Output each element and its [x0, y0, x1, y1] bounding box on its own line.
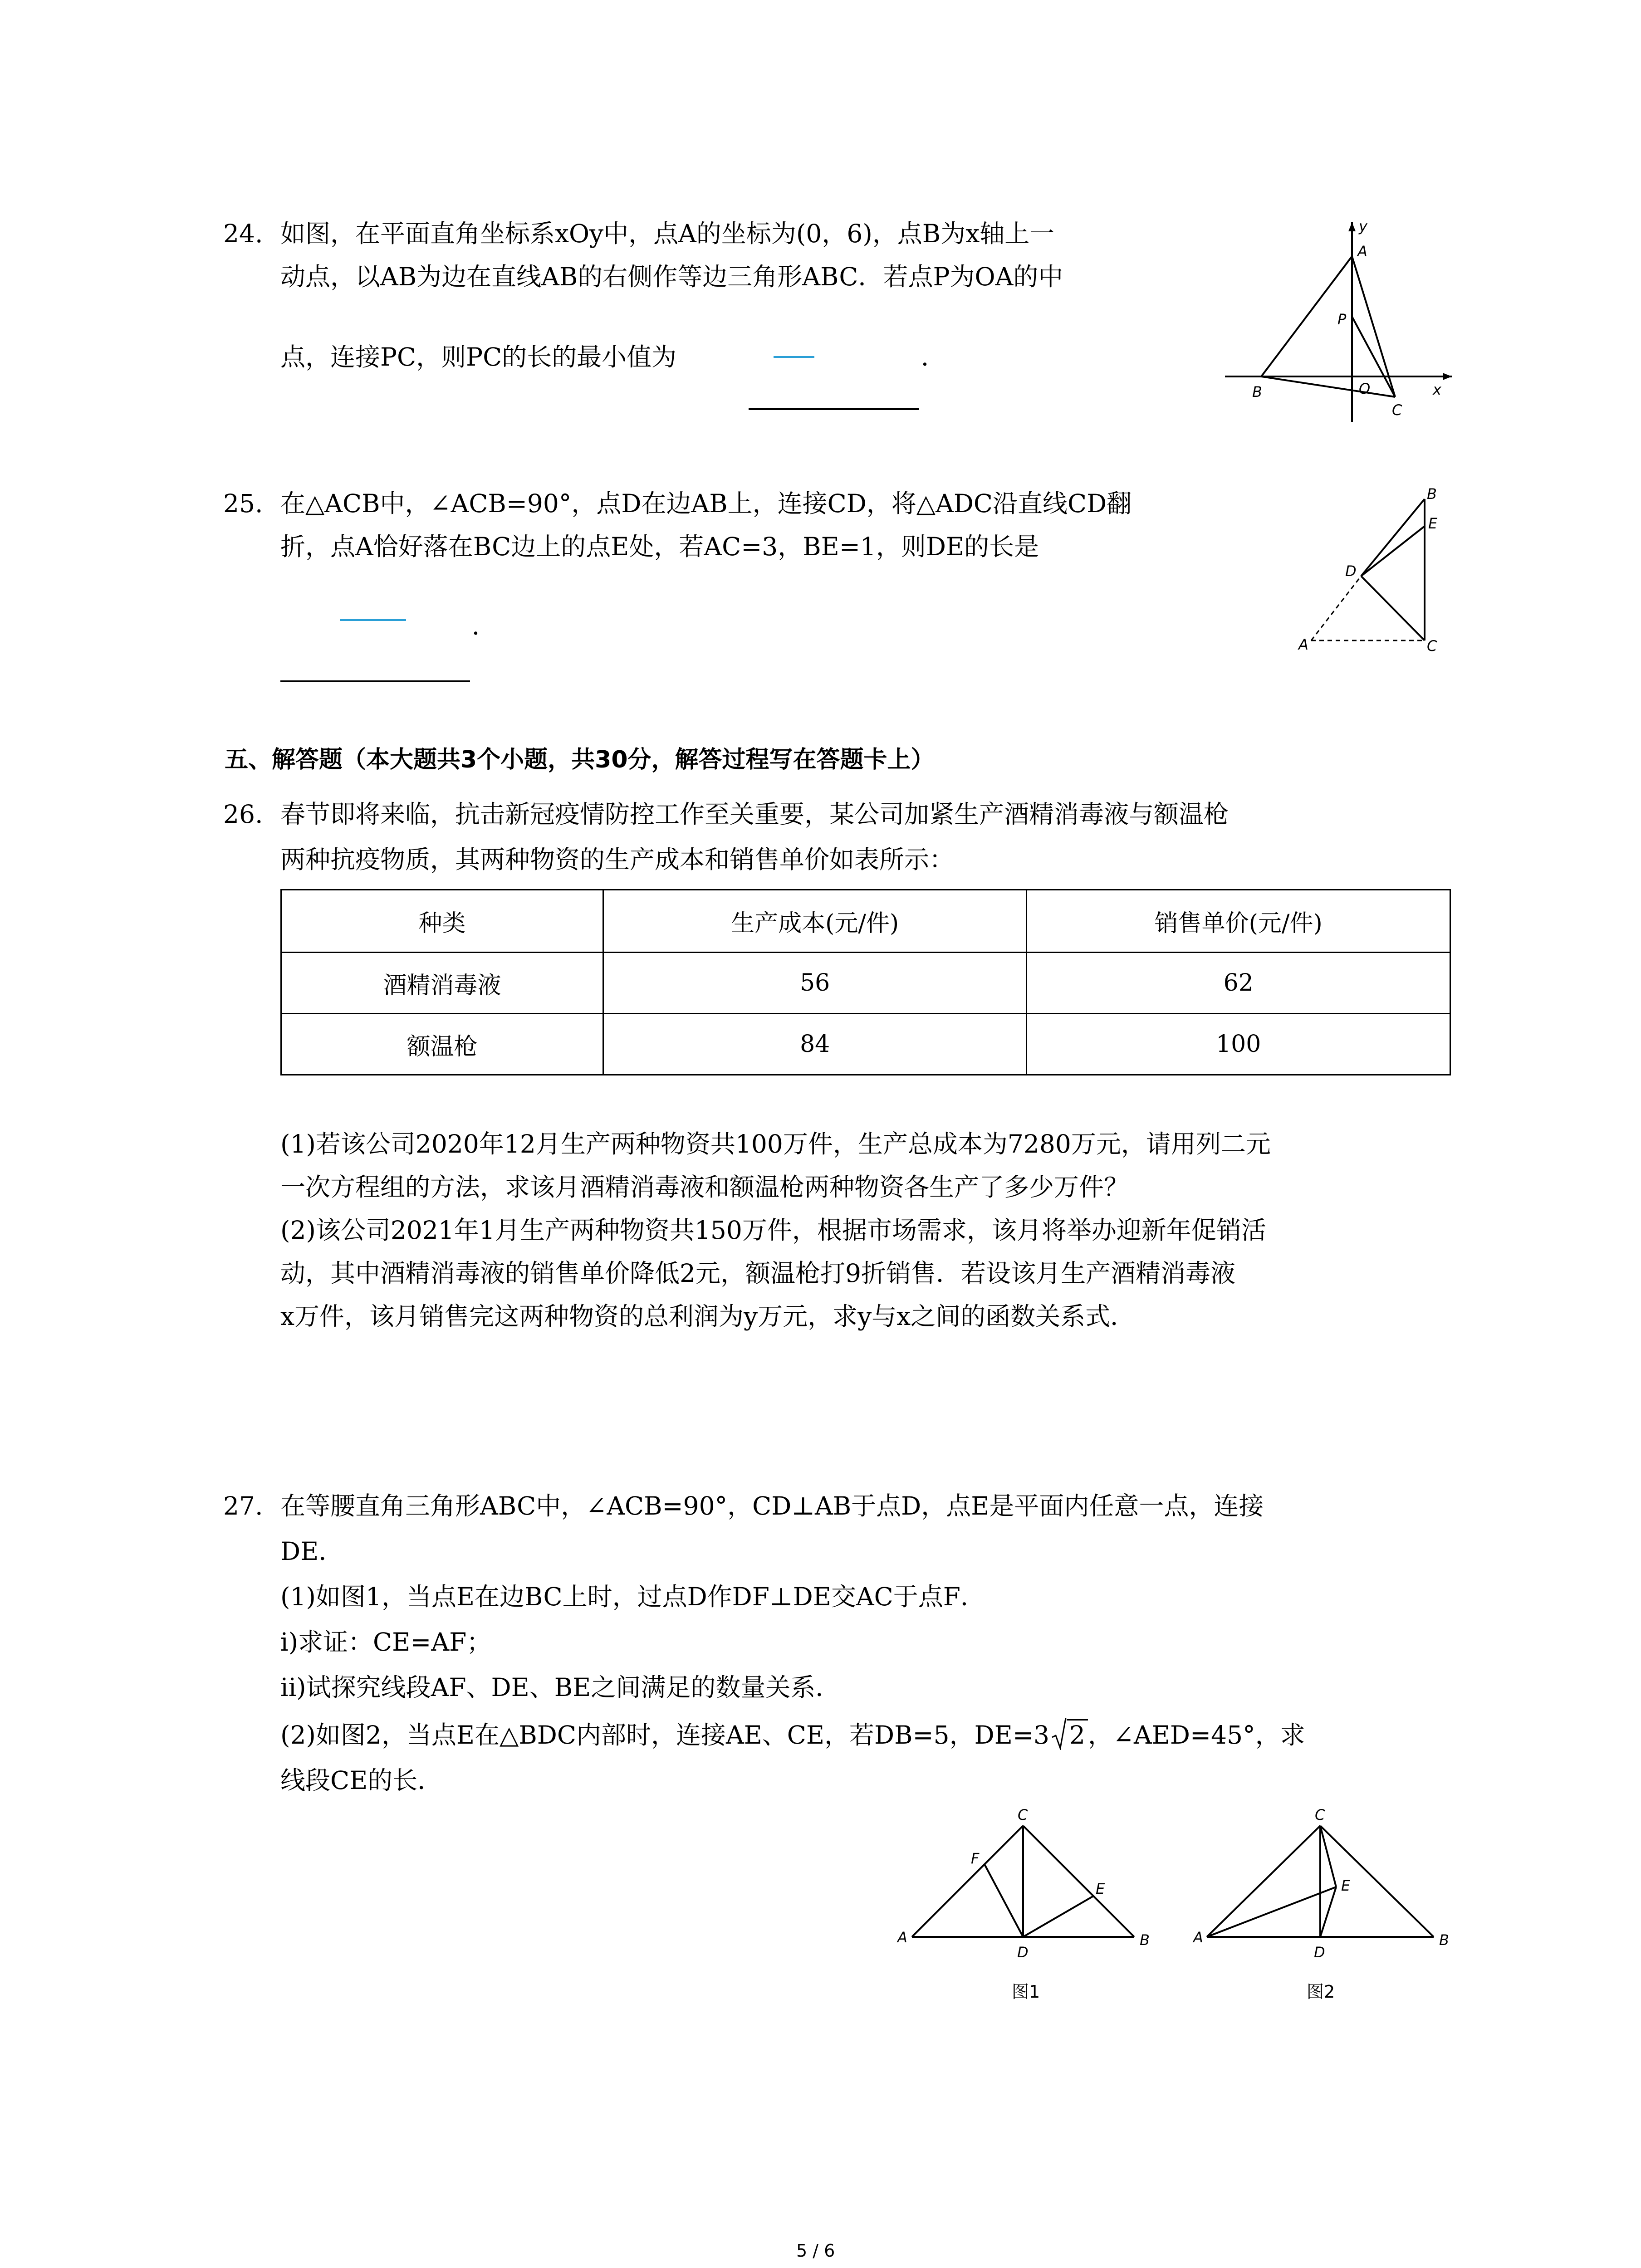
fig2-caption: 图2	[1307, 1982, 1335, 2002]
table-cell: 酒精消毒液	[281, 953, 603, 1014]
table-row	[281, 1014, 1450, 1075]
q25-label-B: B	[1427, 485, 1437, 503]
q27-text-line4: i)求证：CE=AF；	[280, 1628, 492, 1657]
q25-text-line1: 在△ACB中，∠ACB=90°，点D在边AB上，连接CD，将△ADC沿直线CD翻	[280, 489, 1132, 518]
section-5-heading: 五、解答题（本大题共3个小题，共30分，解答过程写在答题卡上）	[225, 746, 935, 773]
q24-number: 24.	[223, 219, 263, 248]
q26-number: 26.	[223, 800, 263, 829]
q26-part2-line1: (2)该公司2021年1月生产两种物资共150万件，根据市场需求，该月将举办迎新年促销活	[280, 1216, 1266, 1245]
q24-label-B: B	[1252, 383, 1262, 401]
q26-text-line2: 两种抗疫物质，其两种物资的生产成本和销售单价如表所示：	[280, 845, 955, 874]
q25-label-C: C	[1427, 637, 1437, 655]
q27-figure-1	[889, 1801, 1171, 1978]
fig1-label-F: F	[971, 1850, 980, 1867]
page-number: 5 / 6	[796, 2241, 835, 2261]
q26-text-line1: 春节即将来临，抗击新冠疫情防控工作至关重要，某公司加紧生产酒精消毒液与额温枪	[280, 800, 1229, 829]
sqrt-sign-icon	[1051, 1716, 1067, 1750]
fig2-label-E: E	[1341, 1877, 1351, 1894]
q27-text-line6	[280, 1719, 1305, 1751]
table-header-row	[281, 890, 1450, 953]
table-row	[281, 953, 1450, 1014]
q24-text-line3: 点，连接PC，则PC的长的最小值为	[280, 342, 677, 371]
q24-figure	[1216, 213, 1461, 426]
q27-number: 27.	[223, 1491, 263, 1520]
q24-text-line2: 动点，以AB为边在直线AB的右侧作等边三角形ABC．若点P为OA的中	[280, 262, 1063, 291]
fig2-label-C: C	[1315, 1806, 1325, 1823]
fig1-label-B: B	[1140, 1931, 1150, 1949]
sqrt-radicand: 2	[1067, 1719, 1088, 1750]
fig2-label-B: B	[1439, 1931, 1449, 1949]
q24-text-line1: 如图，在平面直角坐标系xOy中，点A的坐标为(0，6)，点B为x轴上一	[280, 219, 1055, 248]
q27-text-line5: ii)试探究线段AF、DE、BE之间满足的数量关系．	[280, 1673, 841, 1702]
q24-answer-mark	[774, 356, 814, 358]
q26-part2-line2: 动，其中酒精消毒液的销售单价降低2元，额温枪打9折销售．若设该月生产酒精消毒液	[280, 1259, 1235, 1288]
q26-part2-line3: x万件，该月销售完这两种物资的总利润为y万元，求y与x之间的函数关系式．	[280, 1302, 1136, 1331]
table-cell: 62	[1027, 953, 1450, 1014]
q26-part1-line1: (1)若该公司2020年12月生产两种物资共100万件，生产总成本为7280万元，请用列二元	[280, 1129, 1271, 1158]
table-header: 生产成本(元/件)	[603, 890, 1026, 953]
q24-label-y: y	[1359, 218, 1367, 235]
q24-label-O: O	[1359, 380, 1371, 397]
q24-label-x: x	[1433, 381, 1441, 398]
q25-label-A: A	[1298, 636, 1308, 653]
q26-table	[280, 889, 1451, 1075]
q24-label-P: P	[1337, 311, 1347, 328]
q25-text-line3: ．	[472, 611, 497, 640]
q24-label-C: C	[1392, 401, 1402, 419]
q25-answer-mark	[340, 619, 406, 621]
table-cell: 84	[603, 1014, 1026, 1075]
q27-line6-part1: (2)如图2，当点E在△BDC内部时，连接AE、CE，若DB=5，DE=3	[280, 1721, 1049, 1750]
q25-figure	[1288, 481, 1461, 662]
fig2-label-D: D	[1314, 1944, 1325, 1961]
q25-label-E: E	[1428, 515, 1438, 532]
table-header: 销售单价(元/件)	[1027, 890, 1450, 953]
q25-label-D: D	[1345, 562, 1357, 580]
q27-figure-2	[1180, 1801, 1461, 1978]
q24-answer-blank	[749, 408, 919, 410]
q27-text-line7: 线段CE的长．	[280, 1766, 443, 1795]
sqrt-expression	[1051, 1719, 1088, 1751]
q24-text-line3-end: ．	[921, 342, 946, 371]
q26-part1-line2: 一次方程组的方法，求该月酒精消毒液和额温枪两种物资各生产了多少万件？	[280, 1173, 1129, 1202]
q27-line6-part3: ，∠AED=45°，求	[1087, 1721, 1305, 1750]
q27-text-line1: 在等腰直角三角形ABC中，∠ACB=90°，CD⊥AB于点D，点E是平面内任意一点，连接	[280, 1491, 1264, 1520]
table-cell: 56	[603, 953, 1026, 1014]
q25-text-line2: 折，点A恰好落在BC边上的点E处，若AC=3，BE=1，则DE的长是	[280, 532, 1039, 561]
table-header: 种类	[281, 890, 603, 953]
fig1-label-D: D	[1017, 1944, 1029, 1961]
q27-text-line2: DE．	[280, 1537, 344, 1566]
table-cell: 额温枪	[281, 1014, 603, 1075]
fig1-label-E: E	[1096, 1880, 1105, 1897]
fig2-label-A: A	[1193, 1929, 1203, 1946]
fig1-label-A: A	[897, 1929, 907, 1946]
fig1-caption: 图1	[1012, 1982, 1040, 2002]
q27-text-line3: (1)如图1，当点E在边BC上时，过点D作DF⊥DE交AC于点F．	[280, 1582, 985, 1611]
q25-number: 25.	[223, 489, 263, 518]
q25-answer-blank	[280, 680, 470, 682]
fig1-label-C: C	[1018, 1806, 1028, 1823]
table-cell: 100	[1027, 1014, 1450, 1075]
q24-label-A: A	[1357, 243, 1367, 260]
